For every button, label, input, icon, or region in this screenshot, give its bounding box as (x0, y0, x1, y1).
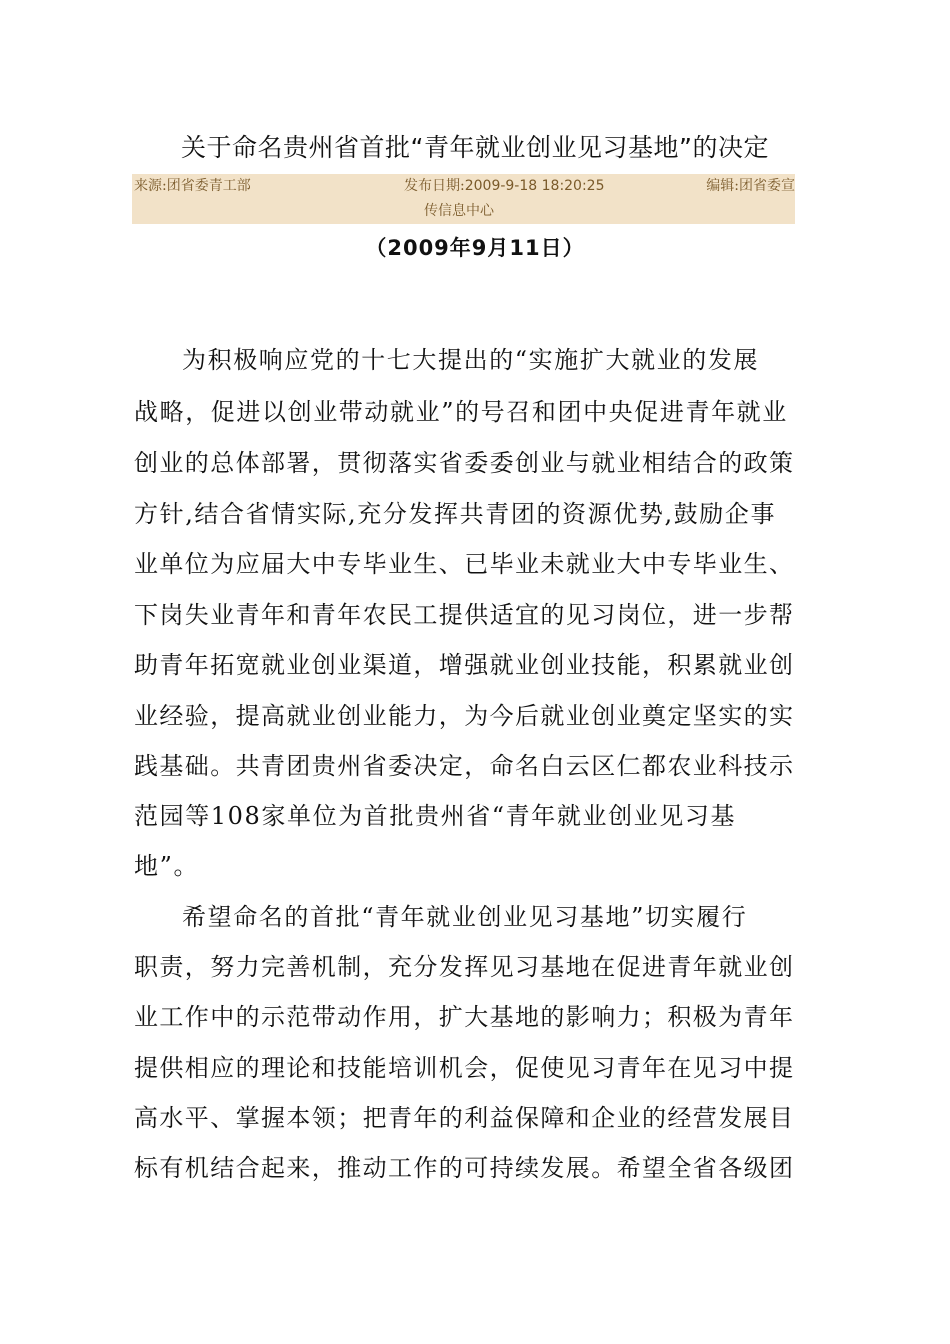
body-line: 方针,结合省情实际,充分发挥共青团的资源优势,鼓励企事 (134, 500, 777, 528)
body-line: 创业的总体部署，贯彻落实省委委创业与就业相结合的政策 (134, 449, 795, 477)
decision-date: （2009年9月11日） (365, 236, 585, 260)
body-line: 践基础。共青团贵州省委决定，命名白云区仁都农业科技示 (134, 752, 795, 780)
body-line: 业经验，提高就业创业能力，为今后就业创业奠定坚实的实 (134, 702, 795, 730)
meta-date-value: 2009-9-18 18:20:25 (464, 178, 605, 194)
body-line: 职责，努力完善机制，充分发挥见习基地在促进青年就业创 (134, 953, 795, 981)
meta-editor-continued: 传信息中心 (424, 203, 494, 219)
page-title: 关于命名贵州省首批“青年就业创业见习基地”的决定 (181, 133, 769, 162)
body-line: 为积极响应党的十七大提出的“实施扩大就业的发展 (182, 346, 760, 374)
body-line: 范园等108家单位为首批贵州省“青年就业创业见习基 (134, 802, 737, 830)
body-line: 业单位为应届大中专毕业生、已毕业未就业大中专毕业生、 (134, 550, 795, 578)
body-line: 业工作中的示范带动作用，扩大基地的影响力；积极为青年 (134, 1003, 795, 1031)
body-line: 希望命名的首批“青年就业创业见习基地”切实履行 (182, 903, 748, 931)
body-line: 地”。 (134, 852, 200, 880)
body-line: 下岗失业青年和青年农民工提供适宜的见习岗位，进一步帮 (134, 601, 795, 629)
meta-editor: 编辑:团省委宣 (706, 178, 795, 194)
body-line: 战略，促进以创业带动就业”的号召和团中央促进青年就业 (134, 398, 788, 426)
body-line: 标有机结合起来，推动工作的可持续发展。希望全省各级团 (134, 1154, 795, 1182)
body-line: 高水平、掌握本领；把青年的利益保障和企业的经营发展目 (134, 1104, 795, 1132)
body-line: 助青年拓宽就业创业渠道，增强就业创业技能，积累就业创 (134, 651, 795, 679)
body-line: 提供相应的理论和技能培训机会，促使见习青年在见习中提 (134, 1054, 795, 1082)
meta-source: 来源:团省委青工部 (134, 178, 251, 194)
article-meta-bar (132, 174, 795, 224)
meta-date-label: 发布日期: (404, 178, 465, 194)
meta-publish-date (404, 176, 605, 196)
